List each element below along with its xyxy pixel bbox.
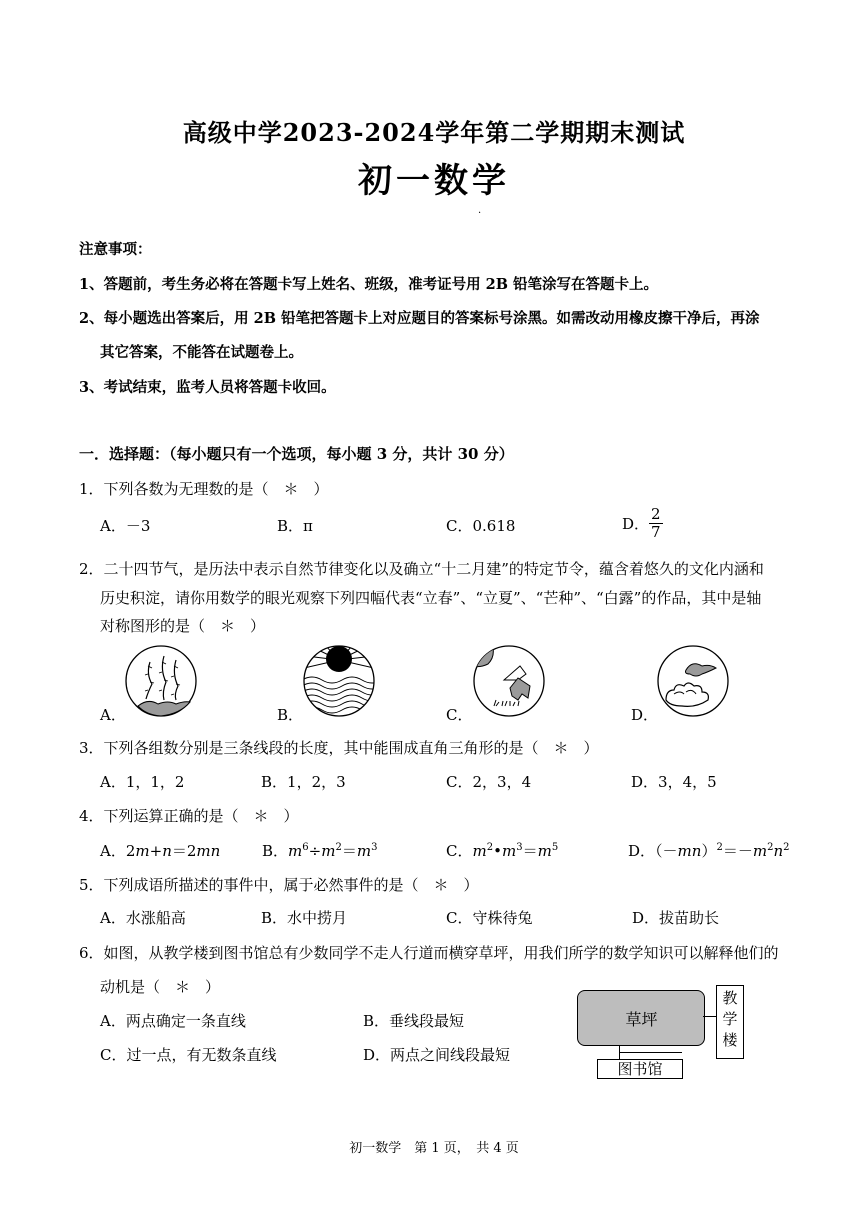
fraction xyxy=(649,506,663,541)
section-heading: 一．选择题：（每小题只有一个选项，每小题 3 分，共计 30 分） xyxy=(79,445,514,463)
fraction-denominator: 7 xyxy=(651,523,661,541)
path-line-right xyxy=(703,1016,716,1017)
q6-option-b: B．垂线段最短 xyxy=(363,1012,465,1030)
q3-option-d: D．3，4，5 xyxy=(631,773,717,791)
question-2-line-1: 2．二十四节气，是历法中表示自然节律变化以及确立“十二月建”的特定节令，蕴含着悠久的文化内涵和 xyxy=(79,560,764,578)
teaching-building-label: 教学楼 xyxy=(722,989,738,1049)
notice-item-3: 3、考试结束，监考人员将答题卡收回。 xyxy=(79,379,336,396)
q1-option-d-label: D． xyxy=(622,515,650,533)
q5-option-c: C．守株待兔 xyxy=(446,909,533,927)
lawn-label: 草坪 xyxy=(625,1010,658,1029)
question-1-stem: 1．下列各数为无理数的是（ ＊ ） xyxy=(79,480,329,498)
subject-title: 初一数学 xyxy=(358,161,510,201)
q2-option-a: A． xyxy=(100,706,126,724)
notice-item-2-cont: 其它答案，不能答在试题卷上。 xyxy=(100,344,303,361)
mangzhong-symbol-image xyxy=(472,644,546,718)
question-5-stem: 5．下列成语所描述的事件中，属于必然事件的是（ ＊ ） xyxy=(79,876,479,894)
notice-item-1: 1、答题前，考生务必将在答题卡写上姓名、班级，准考证号用 2B 铅笔涂写在答题卡上。 xyxy=(79,276,659,293)
q4-option-b: B．$m^6\div m^2=m^3$ xyxy=(262,842,378,860)
notice-heading: 注意事项： xyxy=(79,241,152,258)
q6-option-c: C．过一点，有无数条直线 xyxy=(100,1046,277,1064)
q6-option-a: A．两点确定一条直线 xyxy=(100,1012,246,1030)
q4-option-c: C．$m^2•m^3=m^5$ xyxy=(446,842,559,860)
library-label: 图书馆 xyxy=(617,1060,663,1078)
lichun-symbol-image xyxy=(124,644,198,718)
q2-option-c: C． xyxy=(446,706,473,724)
q1-option-c: C．0.618 xyxy=(446,517,516,535)
question-3-stem: 3．下列各组数分别是三条线段的长度，其中能围成直角三角形的是（ ＊ ） xyxy=(79,739,599,757)
q2-option-d: D． xyxy=(631,706,659,724)
q3-option-a: A．1，1，2 xyxy=(100,773,185,791)
q5-option-d: D．拔苗助长 xyxy=(632,909,720,927)
q1-option-b: B．π xyxy=(277,517,313,535)
question-6-line-2: 动机是（ ＊ ） xyxy=(100,978,221,996)
path-line-bottom xyxy=(619,1052,682,1053)
notice-item-2: 2、每小题选出答案后，用 2B 铅笔把答题卡上对应题目的答案标号涂黑。如需改动用橡皮擦干净后，再涂 xyxy=(79,310,760,327)
fraction-numerator: 2 xyxy=(651,505,661,523)
q5-option-a: A．水涨船高 xyxy=(100,909,186,927)
question-6-line-1: 6．如图，从教学楼到图书馆总有少数同学不走人行道而横穿草坪，用我们所学的数学知识可以解释他们的 xyxy=(79,944,779,962)
q4-option-a: A．2m+n＝2mn xyxy=(100,842,221,860)
q3-option-c: C．2，3，4 xyxy=(446,773,532,791)
lixia-symbol-image xyxy=(302,644,376,718)
q3-option-b: B．1，2，3 xyxy=(261,773,346,791)
q5-option-b: B．水中捞月 xyxy=(261,909,348,927)
page-footer: 初一数学 第 1 页， 共 4 页 xyxy=(349,1141,519,1156)
bailu-symbol-image xyxy=(656,644,730,718)
question-4-stem: 4．下列运算正确的是（ ＊ ） xyxy=(79,807,299,825)
question-2-line-2: 历史积淀，请你用数学的眼光观察下列四幅代表“立春”、“立夏”、“芒种”、“白露”的作品，其中是轴 xyxy=(100,589,762,607)
q2-option-b: B． xyxy=(277,706,304,724)
header-dot: . xyxy=(478,205,482,216)
q6-option-d: D．两点之间线段最短 xyxy=(363,1046,511,1064)
q1-option-a: A．－3 xyxy=(100,517,151,535)
question-2-line-3: 对称图形的是（ ＊ ） xyxy=(100,617,266,635)
exam-title: 高级中学2023-2024学年第二学期期末测试 xyxy=(182,118,686,147)
q1-option-d xyxy=(622,506,663,541)
q4-option-d: D．$(-mn)^2=-m^2n^2$ xyxy=(628,842,790,860)
